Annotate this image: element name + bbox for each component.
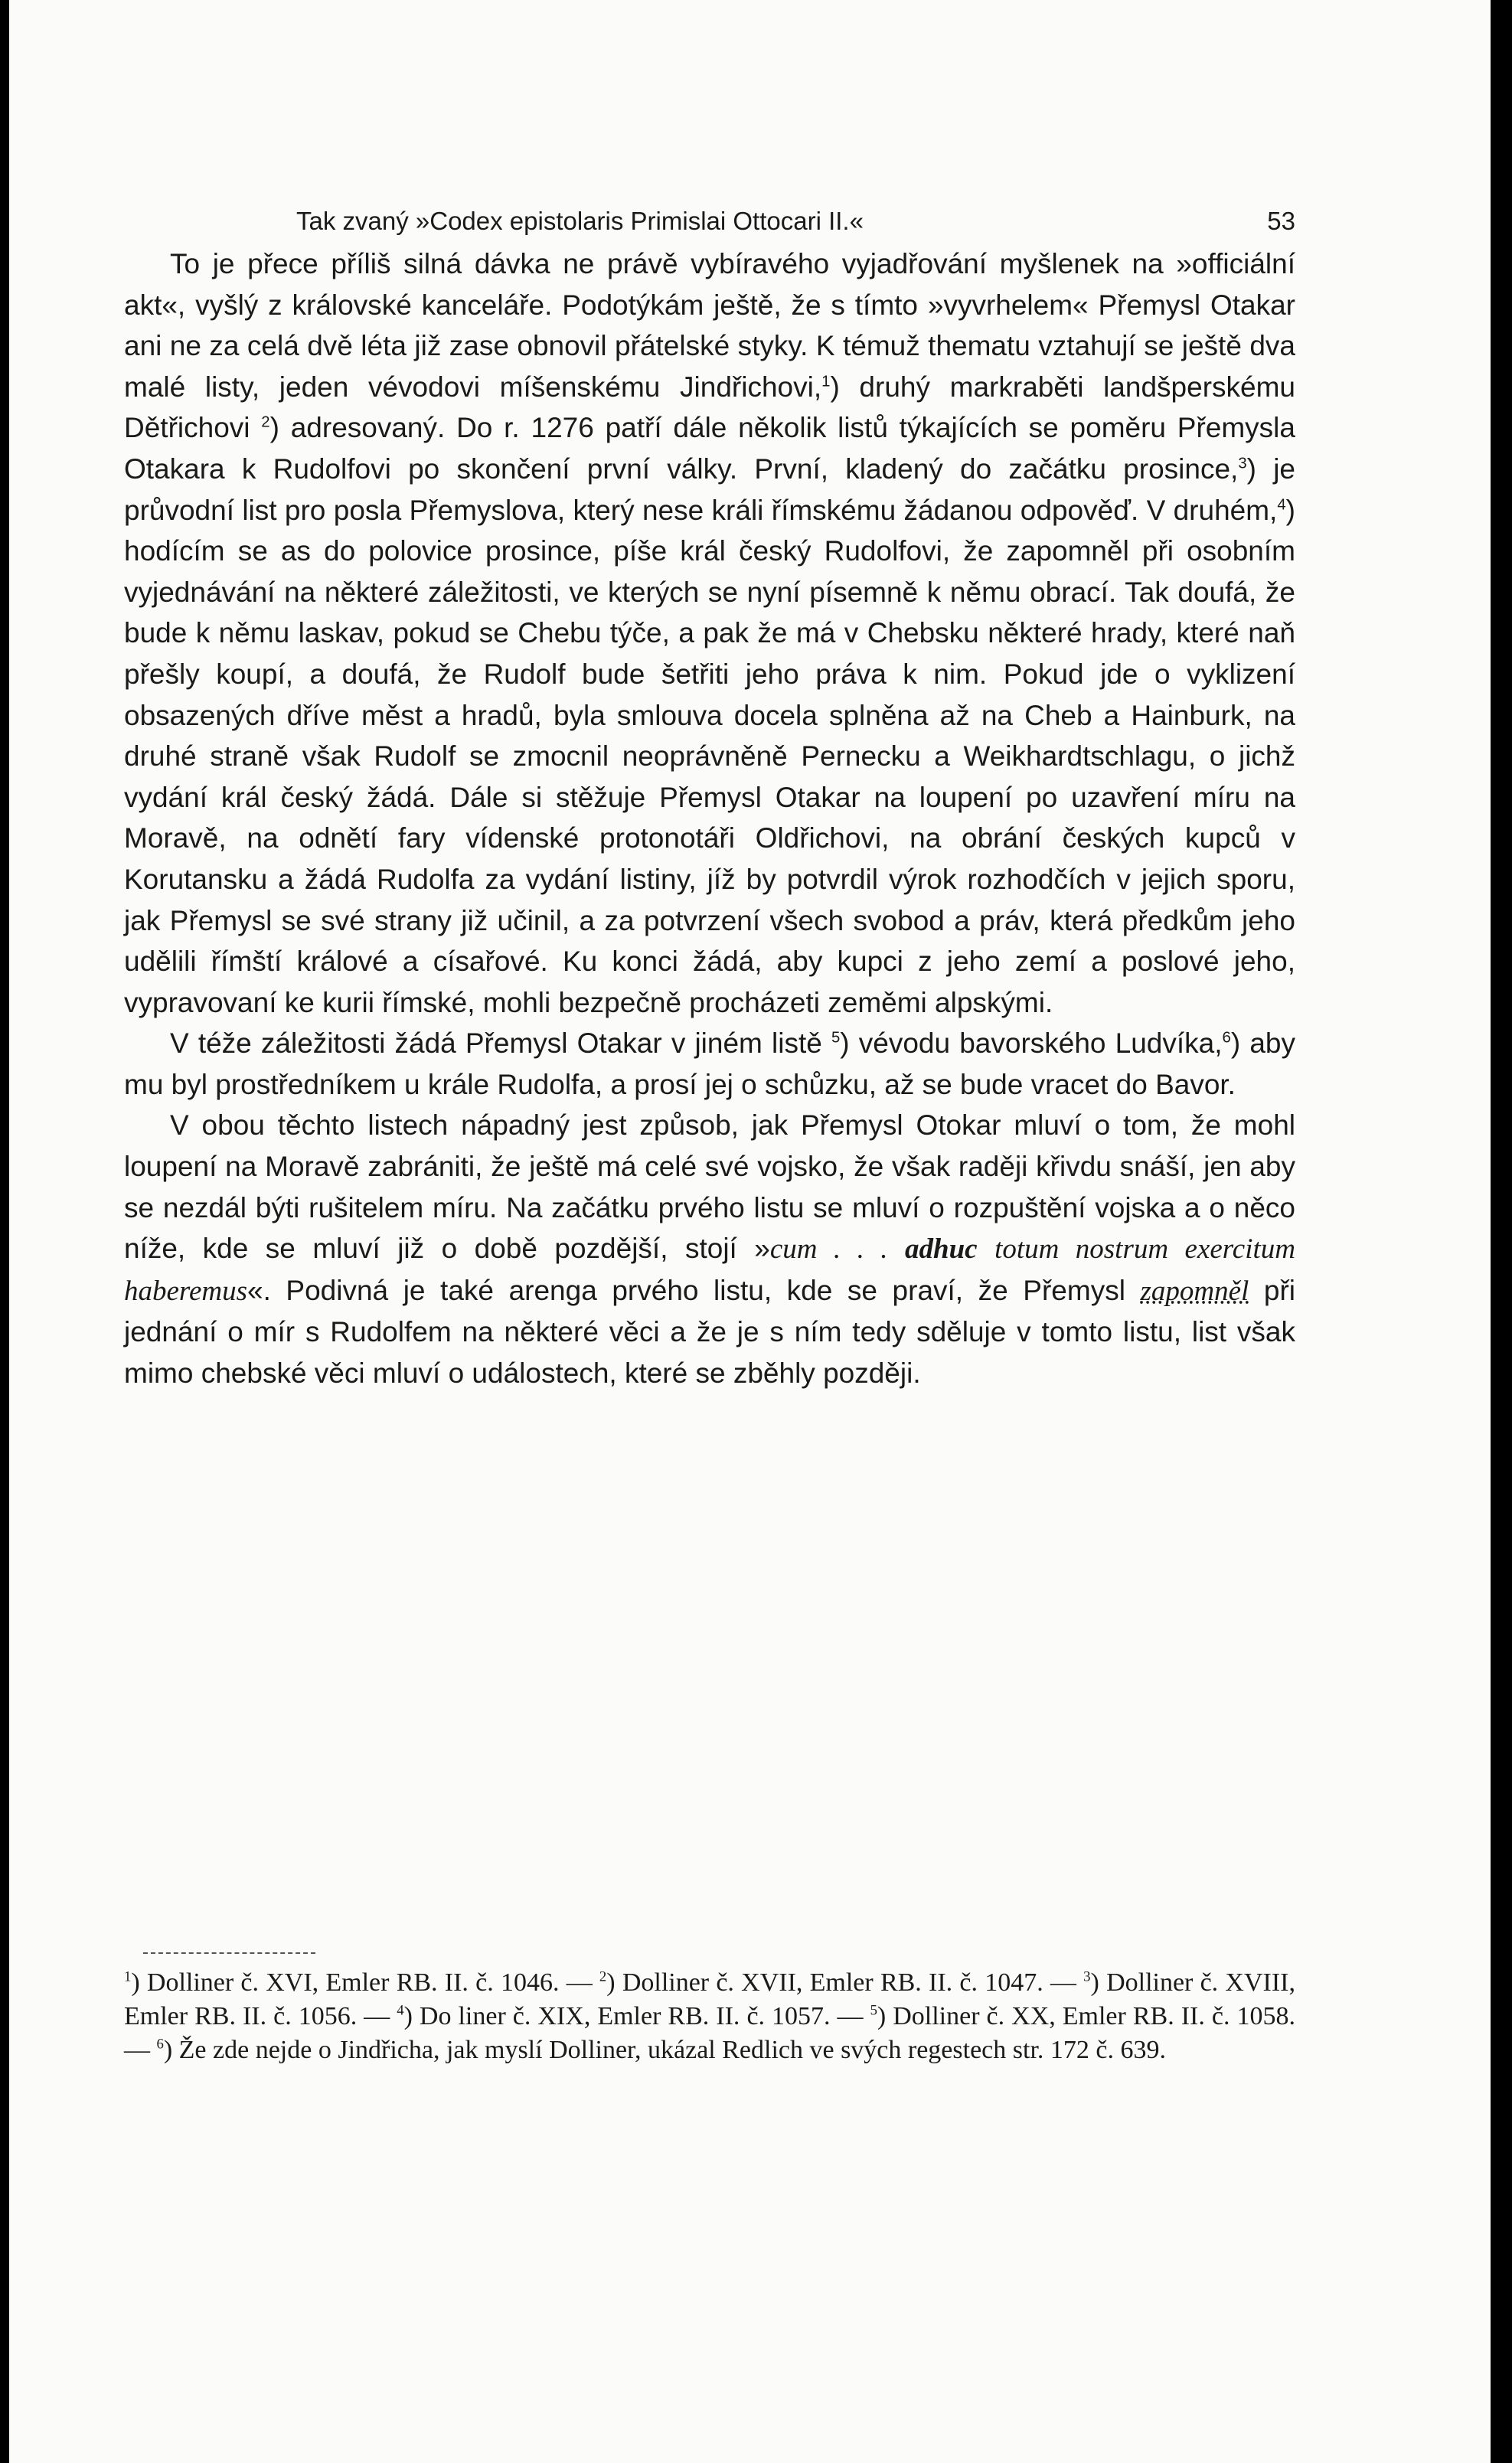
footnotes: [124, 1966, 1295, 2067]
footnote-ref-3: 3: [1238, 455, 1247, 472]
book-page: [9, 0, 1491, 2463]
paragraph-2: V téže záležitosti žádá Přemysl Otakar v jiném listě $^5$) vévodu bavorského Ludvíka,$^6$) aby mu byl prostředníkem u krále Rudolfa, a prosí jej o schůzku, až se bude vracet do Bavor.: [124, 1027, 1295, 1100]
footnote-list: $^1$) Dolliner č. XVI, Emler RB. II. č. 1046. — $^2$) Dolliner č. XVII, Emler RB. II. č. 1047. — $^3$) Dolliner č. XVIII, Emler RB. II. č. 1056. — $^4$) Do liner č. XIX, Emler RB. II. č. 1057. — $^5$) Dolliner č. XX, Emler RB. II. č. 1058. — $^6$) Že zde nejde o Jindřicha, jak myslí Dolliner, ukázal Redlich ve svých regestech str. 172 č. 639.: [124, 1968, 1295, 2064]
footnote-ref-6: 6: [1222, 1029, 1231, 1047]
footnote-ref-5: 5: [831, 1029, 841, 1047]
emphasis-zapomnel: zapomněl: [1140, 1275, 1249, 1307]
main-text: [124, 243, 1295, 1394]
latin-quote-adhuc: adhuc: [905, 1233, 978, 1266]
footnote-ref-1: 1: [821, 373, 831, 390]
footnote-ref-2: 2: [261, 414, 270, 432]
latin-quote-cum: cum . . .: [769, 1233, 888, 1266]
footnote-divider: [143, 1952, 315, 1954]
page-number: 53: [1267, 207, 1295, 235]
footnote-ref-4: 4: [1277, 496, 1286, 514]
latin-quote-rest: totum nostrum exercitum haberemus: [124, 1233, 1295, 1307]
paragraph-3: V obou těchto listech nápadný jest způsob, jak Přemysl Otokar mluví o tom, že mohl loupení na Moravě zabrániti, že ještě má celé své vojsko, že však raději křivdu snáší, jen aby se nezdál býti rušitelem míru. Na začátku prvého listu se mluví o rozpuštění vojska a o něco níže, kde se mluví již o době pozdější, stojí »cum . . . adhuc totum nostrum exercitum haberemus«. Podivná je také arenga prvého listu, kde se praví, že Přemysl zapomněl při jednání o mír s Rudolfem na některé věci a že je s ním tedy sděluje v tomto listu, list však mimo chebské věci mluví o událostech, které se zběhly později.: [124, 1109, 1295, 1390]
paragraph-1: To je přece příliš silná dávka ne právě vybíravého vyjadřování myšlenek na »officiální akt«, vyšlý z královské kanceláře. Podotýkám ještě, že s tímto »vyvrhelem« Přemysl Otakar ani ne za celá dvě léta již zase obnovil přátelské styky. K témuž thematu vztahují se ještě dva malé listy, jeden vévodovi míšenskému Jindřichovi,$^1$) druhý markraběti landšperskému Dětřichovi $^2$) adresovaný. Do r. 1276 patří dále několik listů týkajících se poměru Přemysla Otakara k Rudolfovi po skončení první války. První, kladený do začátku prosince,$^3$) je průvodní list pro posla Přemyslova, který nese králi římskému žádanou odpověď. V druhém,$^4$) hodícím se as do polovice prosince, píše král český Rudolfovi, že zapomněl při osobním vyjednávání na některé záležitosti, ve kterých se nyní písemně k němu obrací. Tak doufá, že bude k němu laskav, pokud se Chebu týče, a pak že má v Chebsku některé hrady, které naň přešly koupí, a doufá, že Rudolf bude šetřiti jeho práva k nim. Pokud jde o vyklizení obsazených dříve měst a hradů, byla smlouva docela splněna až na Cheb a Hainburk, na druhé straně však Rudolf se zmocnil neoprávněně Pernecku a Weikhardtschlagu, o jichž vydání král český žádá. Dále si stěžuje Přemysl Otakar na loupení po uzavření míru na Moravě, na odnětí fary vídenské protonotáři Oldřichovi, na obrání českých kupců v Korutansku a žádá Rudolfa za vydání listiny, jíž by potvrdil výrok rozhodčích v jejich sporu, jak Přemysl se své strany již učinil, a za potvrzení všech svobod a práv, která předkům jeho udělili římští králové a císařové. Ku konci žádá, aby kupci z jeho zemí a poslové jeho, vypravovaní ke kurii římské, mohli bezpečně procházeti zeměmi alpskými.: [124, 248, 1295, 1018]
running-title: Tak zvaný »Codex epistolaris Primislai Ottocari II.«: [296, 207, 864, 235]
